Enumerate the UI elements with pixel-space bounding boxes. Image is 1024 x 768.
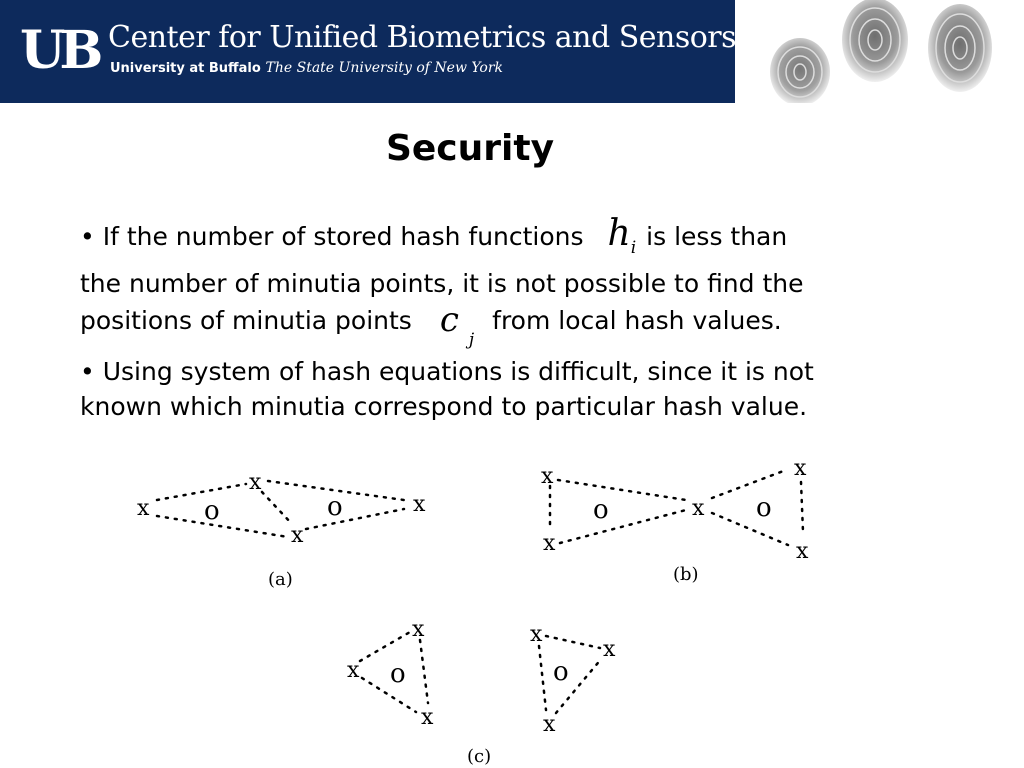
suny-name: The State University of New York [265, 60, 504, 76]
minutia-a1: x [137, 496, 150, 521]
center-b1: o [593, 495, 609, 525]
minutia-c2: x [347, 658, 360, 683]
edge-b6 [801, 482, 803, 532]
minutia-a2: x [249, 470, 262, 495]
center-name: Center for Unified Biometrics and Sensors [108, 20, 737, 55]
center-a2: o [327, 492, 343, 522]
edge-a1 [157, 484, 246, 500]
minutia-b2: x [543, 531, 556, 556]
bullet-1-marker: • [80, 222, 95, 251]
minutia-c4: x [530, 622, 543, 647]
edge-c3 [362, 678, 416, 712]
edge-c4 [546, 636, 600, 648]
minutia-b3: x [692, 496, 705, 521]
bullet-2-line-2: known which minutia correspond to particular hash value. [80, 392, 808, 421]
minutia-a3: x [291, 523, 304, 548]
minutia-b4: x [794, 456, 807, 481]
bullet-1-text-2: is less than [646, 222, 788, 251]
edge-a3 [262, 492, 292, 524]
edge-c1 [360, 632, 410, 661]
panel-labels [268, 564, 699, 767]
edge-b2 [558, 480, 686, 500]
minutia-c5: x [603, 637, 616, 662]
bullet-1-text-4: from local hash values. [492, 306, 782, 336]
minutia-c6: x [543, 712, 556, 737]
minutia-a4: x [413, 492, 426, 517]
dotted-lines [157, 470, 803, 713]
minutia-b1: x [541, 464, 554, 489]
edge-c5 [539, 646, 546, 710]
bullet-2-text-1: Using system of hash equations is difficult, since it is not [102, 357, 814, 386]
edge-c2 [420, 640, 428, 703]
bullet-1-line-2: the number of minutia points, it is not possible to find the [80, 269, 804, 299]
label-a: (a) [268, 569, 293, 590]
bullet-2-marker: • [80, 357, 95, 386]
edge-a2 [157, 516, 288, 537]
minutia-c3: x [421, 705, 434, 730]
bullet-1-text-3: positions of minutia points [80, 306, 412, 336]
edge-b3 [560, 510, 686, 543]
minutia-b5: x [796, 539, 809, 564]
edge-b5 [712, 513, 788, 545]
ub-logo-letters: UB [20, 22, 98, 78]
center-marks [204, 492, 772, 689]
minutia-marks [137, 456, 809, 737]
label-c: (c) [467, 746, 492, 767]
edge-a5 [306, 509, 404, 529]
h-letter: h [607, 213, 631, 254]
edge-b4 [712, 470, 786, 498]
label-b: (b) [673, 564, 699, 585]
bullet-1-text-1: If the number of stored hash functions [102, 222, 584, 251]
c-letter: c [439, 300, 459, 341]
minutia-c1: x [412, 617, 425, 642]
slide-title: Security [385, 128, 555, 169]
center-c1: o [390, 659, 406, 689]
h-subscript: i [630, 238, 637, 259]
university-name: University at Buffalo [110, 61, 261, 76]
center-c2: o [553, 657, 569, 687]
center-a1: o [204, 496, 220, 526]
c-subscript: j [468, 329, 475, 350]
center-b2: o [756, 493, 772, 523]
